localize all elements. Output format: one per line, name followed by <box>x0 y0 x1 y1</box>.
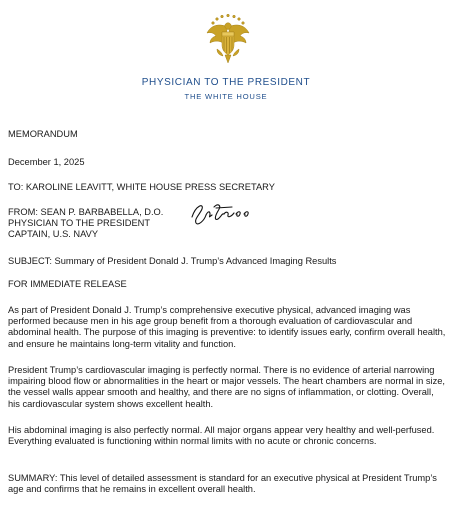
memo-release: FOR IMMEDIATE RELEASE <box>8 279 127 289</box>
letterhead-subtitle: THE WHITE HOUSE <box>184 92 268 101</box>
signature-icon <box>188 199 260 227</box>
paragraph-cardiovascular: President Trump’s cardiovascular imaging is perfectly normal. There is no evidence of arterial narrowing impairing blood flow or abnormalities in the heart or major vessels. The heart chambers are normal in size, the vessel walls appear smooth and healthy, and there are no signs of inflammation, or clotting. Overall, his cardiovascular system shows excellent health. <box>8 365 445 409</box>
memo-from: FROM: SEAN P. BARBABELLA, D.O. <box>8 207 164 217</box>
memo-heading: MEMORANDUM <box>8 129 78 139</box>
memo-subject: SUBJECT: Summary of President Donald J. Trump’s Advanced Imaging Results <box>8 256 337 266</box>
memo-to: TO: KAROLINE LEAVITT, WHITE HOUSE PRESS SECRETARY <box>8 182 275 192</box>
letterhead-title: PHYSICIAN TO THE PRESIDENT <box>141 77 311 88</box>
paragraph-purpose: As part of President Donald J. Trump’s comprehensive executive physical, advanced imaging was performed because men in his age group benefit from a thorough evaluation of cardiovascular and abdominal health. The purpose of this imaging is preventive: to identify issues early, confirm overall health, and ensure he maintains long-term vitality and function. <box>8 305 446 349</box>
presidential-seal-icon <box>205 13 251 65</box>
paragraph-summary: SUMMARY: This level of detailed assessment is standard for an executive physical at President Trump’s age and confirms that he remains in excellent overall health. <box>8 473 437 495</box>
paragraph-abdominal: His abdominal imaging is also perfectly normal. All major organs appear very healthy and well-perfused. Everything evaluated is functioning within normal limits with no acute or chronic concerns. <box>8 425 435 447</box>
memo-date: December 1, 2025 <box>8 157 85 167</box>
memo-from-title: PHYSICIAN TO THE PRESIDENT <box>8 218 151 228</box>
memo-from-rank: CAPTAIN, U.S. NAVY <box>8 229 99 239</box>
